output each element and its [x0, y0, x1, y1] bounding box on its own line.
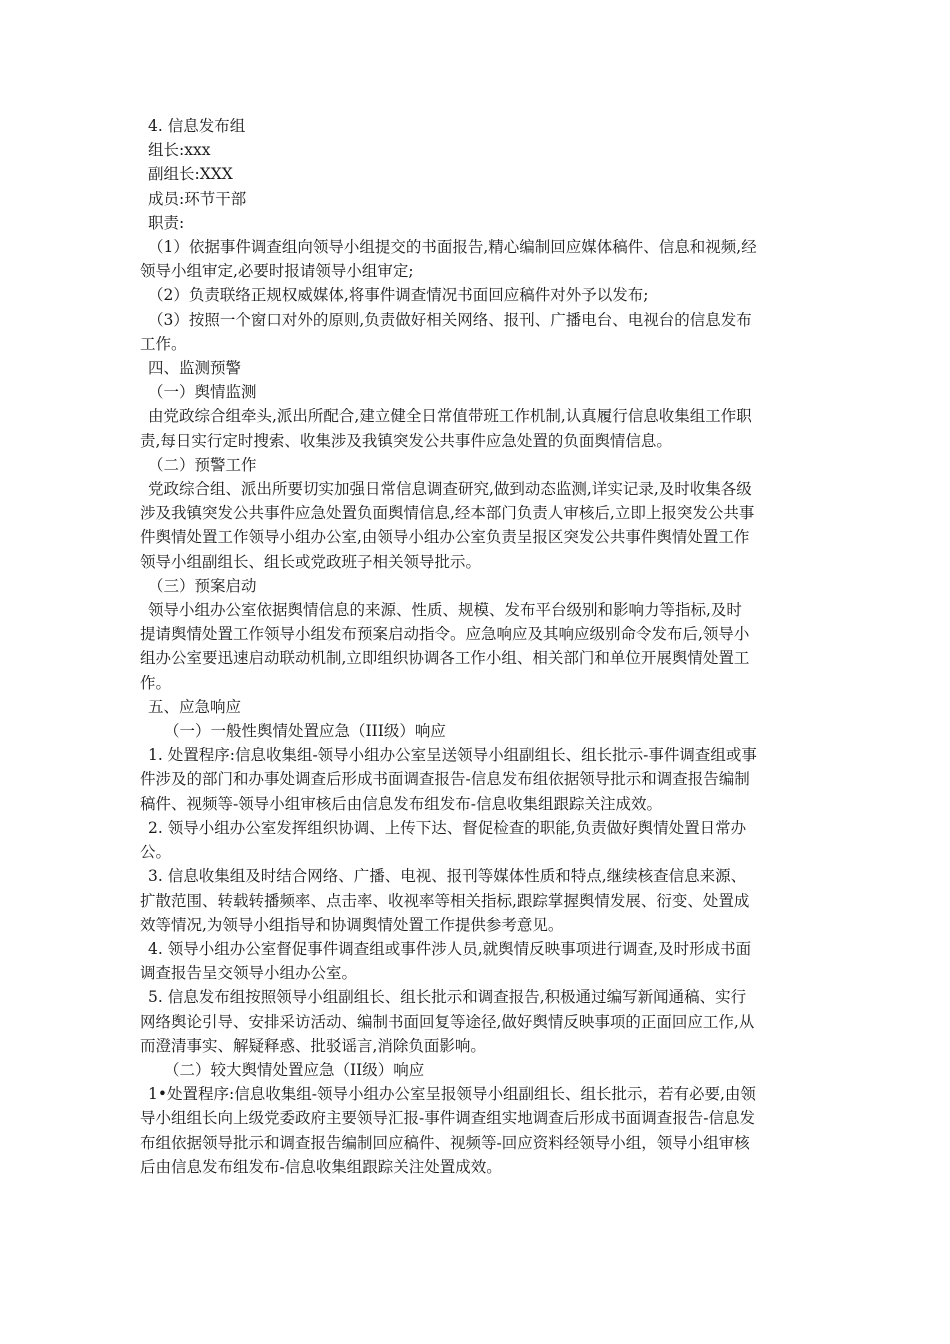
level3-item-2-line-2: 公。: [140, 843, 172, 862]
level2-item-1-line-1: 1•处置程序:信息收集组-领导小组办公室呈报领导小组副组长、组长批示，若有必要,由领: [148, 1085, 756, 1104]
level2-item-1-line-3: 布组依据领导批示和调查报告编制回应稿件、视频等-回应资料经领导小组，领导小组审核: [140, 1133, 750, 1152]
monitoring-para-line-1: 由党政综合组牵头,派出所配合,建立健全日常值带班工作机制,认真履行信息收集组工作职: [148, 407, 752, 426]
duties-label: 职责:: [148, 213, 185, 232]
document-body: [140, 114, 820, 1179]
level3-item-5-line-1: 5. 信息发布组按照领导小组副组长、组长批示和调查报告,积极通过编写新闻通稿、实行: [148, 988, 747, 1007]
members-line: 成员:环节干部: [148, 189, 247, 208]
section-heading-monitoring: 四、监测预警: [148, 359, 242, 378]
level3-item-4-line-2: 调查报告呈交领导小组办公室。: [140, 964, 358, 983]
duty-3-line-2: 工作。: [140, 334, 187, 353]
level3-item-1-line-2: 件涉及的部门和办事处调查后形成书面调查报告-信息发布组依据领导批示和调查报告编制: [140, 770, 750, 789]
level2-item-1-line-4: 后由信息发布组发布-信息收集组跟踪关注处置成效。: [140, 1157, 502, 1176]
warning-para-line-1: 党政综合组、派出所要切实加强日常信息调查研究,做到动态监测,详实记录,及时收集各级: [148, 480, 752, 499]
duty-2-line: （2）负责联络正规权威媒体,将事件调查情况书面回应稿件对外予以发布;: [148, 286, 649, 305]
warning-para-line-3: 件舆情处置工作领导小组办公室,由领导小组办公室负责呈报区突发公共事件舆情处置工作: [140, 528, 750, 547]
deputy-leader-line: 副组长:XXX: [148, 165, 233, 184]
level3-item-3-line-3: 效等情况,为领导小组指导和协调舆情处置工作提供参考意见。: [140, 915, 564, 934]
level3-item-1-line-3: 稿件、视频等-领导小组审核后由信息发布组发布-信息收集组跟踪关注成效。: [140, 794, 662, 813]
section-heading-emergency-response: 五、应急响应: [148, 697, 242, 716]
level3-item-2-line-1: 2. 领导小组办公室发挥组织协调、上传下达、督促检查的职能,负责做好舆情处置日常办: [148, 818, 747, 837]
subheading-level-2-response: （二）较大舆情处置应急（II级）响应: [164, 1060, 425, 1079]
duty-1-line-1: （1）依据事件调查组向领导小组提交的书面报告,精心编制回应媒体稿件、信息和视频,经: [148, 238, 757, 257]
duty-1-line-2: 领导小组审定,必要时报请领导小组审定;: [140, 262, 414, 281]
level3-item-3-line-2: 扩散范围、转载转播频率、点击率、收视率等相关指标,跟踪掌握舆情发展、衍变、处置成: [140, 891, 750, 910]
level3-item-3-line-1: 3. 信息收集组及时结合网络、广播、电视、报刊等媒体性质和特点,继续核查信息来源、: [148, 867, 747, 886]
subheading-early-warning: （二）预警工作: [148, 455, 257, 474]
activation-para-line-3: 组办公室要迅速启动联动机制,立即组织协调各工作小组、相关部门和单位开展舆情处置工: [140, 649, 750, 668]
level3-item-5-line-3: 而澄清事实、解疑释惑、批驳谣言,消除负面影响。: [140, 1036, 486, 1055]
activation-para-line-4: 作。: [140, 673, 172, 692]
level3-item-4-line-1: 4. 领导小组办公室督促事件调查组或事件涉人员,就舆情反映事项进行调查,及时形成书面: [148, 939, 752, 958]
subheading-opinion-monitoring: （一）舆情监测: [148, 383, 257, 402]
level3-item-1-line-1: 1. 处置程序:信息收集组-领导小组办公室呈送领导小组副组长、组长批示-事件调查组或事: [148, 746, 757, 765]
level3-item-5-line-2: 网络舆论引导、安排采访活动、编制书面回复等途径,做好舆情反映事项的正面回应工作,从: [140, 1012, 755, 1031]
subheading-plan-activation: （三）预案启动: [148, 576, 257, 595]
activation-para-line-2: 提请舆情处置工作领导小组发布预案启动指令。应急响应及其响应级别命令发布后,领导小: [140, 625, 750, 644]
section-heading-info-release-group: 4. 信息发布组: [148, 117, 246, 135]
level2-item-1-line-2: 导小组组长向上级党委政府主要领导汇报-事件调查组实地调查后形成书面调查报告-信息发: [140, 1109, 755, 1128]
subheading-level-3-response: （一）一般性舆情处置应急（III级）响应: [164, 722, 446, 741]
monitoring-para-line-2: 责,每日实行定时搜索、收集涉及我镇突发公共事件应急处置的负面舆情信息。: [140, 431, 672, 450]
warning-para-line-4: 领导小组副组长、组长或党政班子相关领导批示。: [140, 552, 482, 571]
duty-3-line-1: （3）按照一个窗口对外的原则,负责做好相关网络、报刊、广播电台、电视台的信息发布: [148, 310, 752, 329]
group-leader-line: 组长:xxx: [148, 141, 211, 160]
activation-para-line-1: 领导小组办公室依据舆情信息的来源、性质、规模、发布平台级别和影响力等指标,及时: [148, 601, 742, 620]
warning-para-line-2: 涉及我镇突发公共事件应急处置负面舆情信息,经本部门负责人审核后,立即上报突发公共事: [140, 504, 755, 523]
